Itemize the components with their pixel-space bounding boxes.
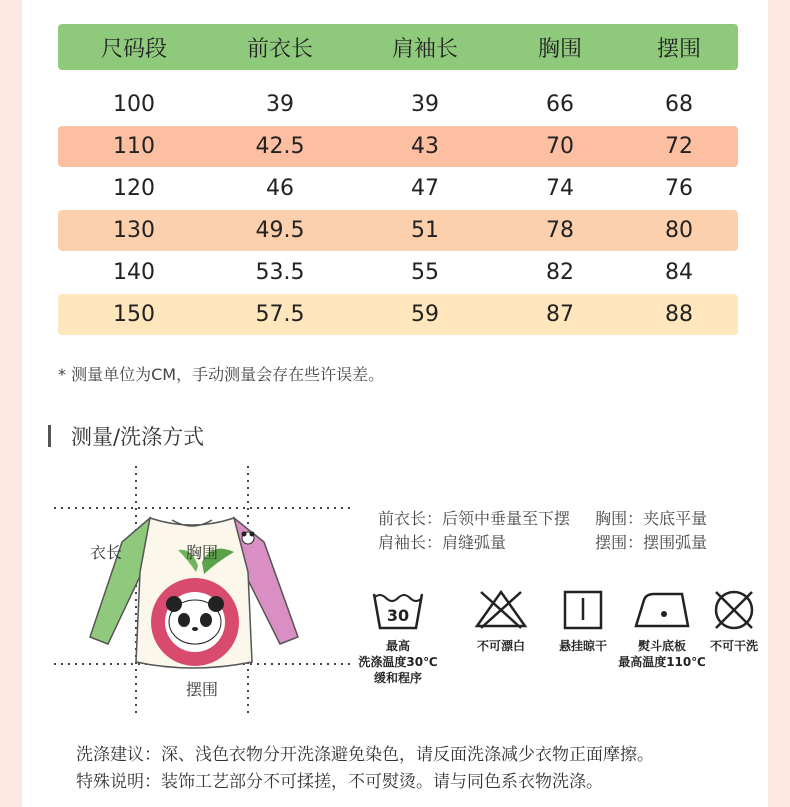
svg-text:30: 30 <box>386 606 410 625</box>
care-item <box>352 588 444 686</box>
care-label: 熨斗底板 <box>637 639 686 653</box>
header-front-length: 前衣长 <box>246 36 313 62</box>
advice-special: 特殊说明：装饰工艺部分不可揉搓，不可熨烫。请与同色系衣物洗涤。 <box>76 772 603 792</box>
table-cell: 150 <box>113 302 155 327</box>
table-cell: 80 <box>665 218 693 243</box>
table-cell: 51 <box>411 218 439 243</box>
note-chest: 胸围：夹底平量 <box>595 509 708 528</box>
care-label: 最高温度110℃ <box>618 655 706 669</box>
table-row <box>58 252 738 293</box>
care-item <box>614 588 710 670</box>
table-cell: 66 <box>546 92 574 117</box>
table-row <box>58 126 738 167</box>
label-chest: 胸围 <box>186 543 219 562</box>
table-cell: 82 <box>546 260 574 285</box>
table-cell: 53.5 <box>255 260 305 285</box>
no-bleach-icon <box>473 588 529 632</box>
care-label: 最高 <box>385 639 410 653</box>
table-cell: 55 <box>411 260 439 285</box>
table-row <box>58 294 738 335</box>
wash-30-icon <box>370 588 426 632</box>
table-row <box>58 84 738 125</box>
title-bar <box>48 425 51 447</box>
care-item <box>548 588 618 654</box>
care-icons <box>352 588 758 698</box>
care-label: 洗涤温度30℃ <box>358 655 438 669</box>
measurement-notes <box>378 506 707 554</box>
label-hem: 摆围 <box>186 680 219 699</box>
table-cell: 72 <box>665 134 693 159</box>
table-cell: 76 <box>665 176 693 201</box>
header-chest: 胸围 <box>537 36 582 62</box>
no-dry-clean-icon <box>706 588 762 632</box>
note-sleeve-length: 肩袖长：肩缝弧量 <box>378 533 507 552</box>
table-cell: 130 <box>113 218 155 243</box>
table-cell: 78 <box>546 218 574 243</box>
table-cell: 46 <box>266 176 294 201</box>
table-cell: 74 <box>546 176 574 201</box>
table-cell: 57.5 <box>255 302 305 327</box>
header-hem: 摆围 <box>656 36 701 62</box>
table-cell: 120 <box>113 176 155 201</box>
table-cell: 140 <box>113 260 155 285</box>
table-cell: 84 <box>665 260 693 285</box>
size-table-header <box>58 24 738 70</box>
table-cell: 70 <box>546 134 574 159</box>
section-title <box>48 421 204 451</box>
iron-110-icon <box>632 588 692 632</box>
note-hem: 摆围：摆围弧量 <box>595 533 708 552</box>
shirt-diagram <box>52 462 352 722</box>
measure-note-line <box>378 530 707 554</box>
care-item <box>464 588 538 654</box>
care-advice <box>76 740 654 794</box>
table-row <box>58 210 738 251</box>
table-cell: 87 <box>546 302 574 327</box>
size-table <box>58 24 738 336</box>
care-label: 悬挂晾干 <box>558 639 607 653</box>
hang-dry-icon <box>555 588 611 632</box>
table-cell: 47 <box>411 176 439 201</box>
table-row <box>58 168 738 209</box>
table-cell: 68 <box>665 92 693 117</box>
page-card <box>22 0 768 807</box>
measurement-note: * 测量单位为CM，手动测量会存在些许误差。 <box>58 365 385 384</box>
table-cell: 39 <box>266 92 294 117</box>
header-sleeve-length: 肩袖长 <box>391 36 458 62</box>
section-title-text: 测量/洗涤方式 <box>71 425 205 449</box>
table-cell: 59 <box>411 302 439 327</box>
measure-note-line <box>378 506 707 530</box>
care-item <box>702 588 766 654</box>
table-cell: 110 <box>113 134 155 159</box>
label-length: 衣长 <box>90 543 123 562</box>
care-label: 不可漂白 <box>476 639 525 653</box>
table-cell: 43 <box>411 134 439 159</box>
care-label: 缓和程序 <box>373 671 422 685</box>
note-front-length: 前衣长：后领中垂量至下摆 <box>378 509 571 528</box>
table-cell: 39 <box>411 92 439 117</box>
care-label: 不可干洗 <box>709 639 758 653</box>
advice-wash: 洗涤建议：深、浅色衣物分开洗涤避免染色，请反面洗涤减少衣物正面摩擦。 <box>76 745 654 765</box>
table-cell: 88 <box>665 302 693 327</box>
table-cell: 42.5 <box>255 134 305 159</box>
table-cell: 49.5 <box>255 218 305 243</box>
table-cell: 100 <box>113 92 155 117</box>
header-size: 尺码段 <box>100 36 167 62</box>
